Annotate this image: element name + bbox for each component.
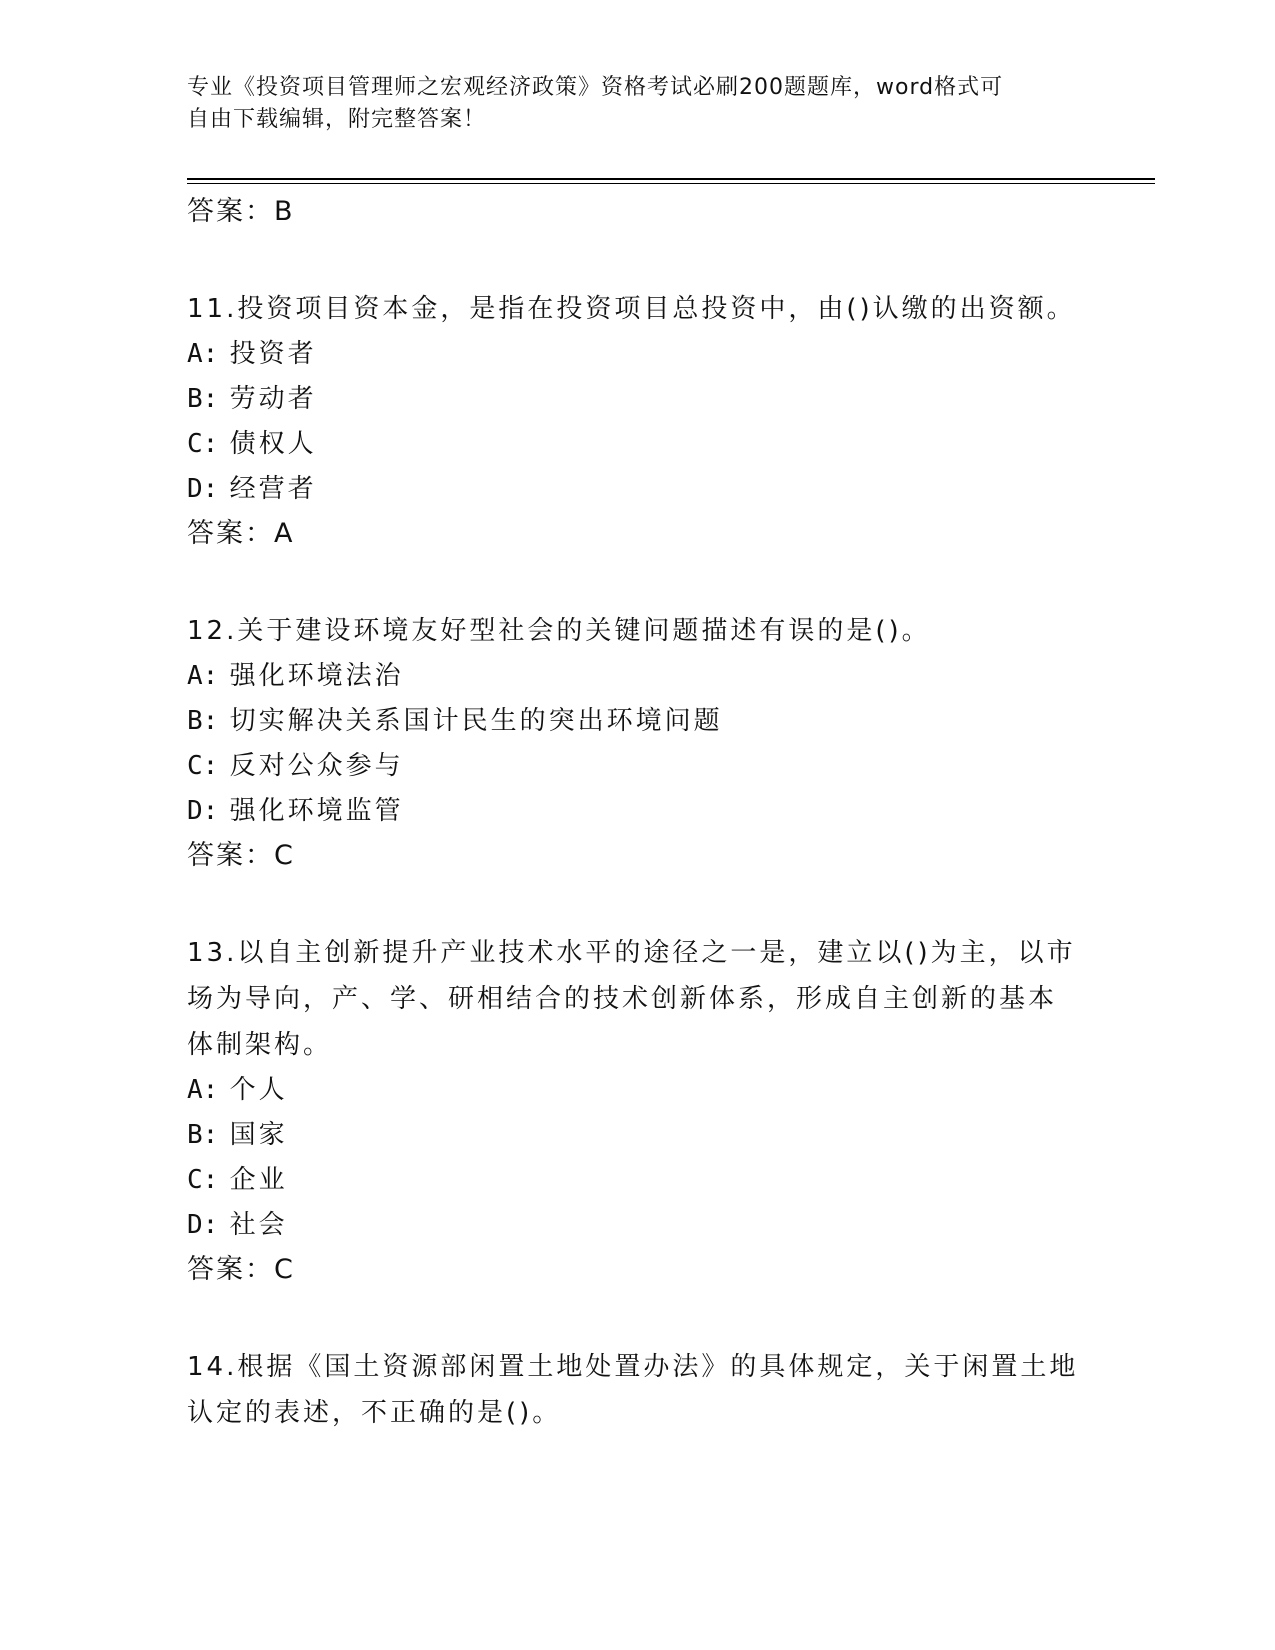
question-text-line: 13.以自主创新提升产业技术水平的途径之一是，建立以()为主，以市 bbox=[187, 938, 1076, 968]
option-d bbox=[187, 789, 1087, 834]
spacer bbox=[187, 878, 1087, 930]
answer-line bbox=[187, 834, 1087, 878]
option-text: 强化环境法治 bbox=[229, 661, 404, 691]
header-line-1: 专业《投资项目管理师之宏观经济政策》资格考试必刷200题题库，word格式可 bbox=[187, 75, 1004, 100]
option-a bbox=[187, 332, 1087, 377]
question-text: 11.投资项目资本金，是指在投资项目总投资中，由()认缴的出资额。 bbox=[187, 294, 1076, 324]
option-c bbox=[187, 422, 1087, 467]
option-text: 投资者 bbox=[229, 339, 317, 369]
question-text-line: 14.根据《国土资源部闲置土地处置办法》的具体规定，关于闲置土地 bbox=[187, 1352, 1079, 1382]
answer-value: C bbox=[274, 840, 294, 871]
option-key: A: bbox=[187, 1075, 219, 1105]
answer-label: 答案： bbox=[187, 840, 274, 871]
option-key: D: bbox=[187, 1210, 219, 1240]
question-text-line: 体制架构。 bbox=[187, 1030, 333, 1060]
option-text: 债权人 bbox=[229, 429, 317, 459]
option-text: 社会 bbox=[229, 1210, 288, 1240]
option-key: C: bbox=[187, 1165, 219, 1195]
header-line-2: 自由下载编辑，附完整答案！ bbox=[187, 107, 487, 132]
spacer bbox=[187, 234, 1087, 286]
answer-line bbox=[187, 190, 1087, 234]
option-text: 国家 bbox=[229, 1120, 288, 1150]
header-rule-thick bbox=[187, 178, 1155, 180]
question-text-line: 认定的表述，不正确的是()。 bbox=[187, 1398, 562, 1428]
option-key: A: bbox=[187, 661, 219, 691]
question-block bbox=[187, 930, 1087, 1292]
option-text: 经营者 bbox=[229, 474, 317, 504]
option-text: 劳动者 bbox=[229, 384, 317, 414]
question-block bbox=[187, 286, 1087, 556]
header-rule-thin bbox=[187, 183, 1155, 184]
document-header bbox=[187, 72, 1067, 136]
spacer bbox=[187, 556, 1087, 608]
option-text: 强化环境监管 bbox=[229, 796, 404, 826]
option-a bbox=[187, 1068, 1087, 1113]
answer-label: 答案： bbox=[187, 196, 274, 227]
option-c bbox=[187, 1158, 1087, 1203]
option-key: C: bbox=[187, 429, 219, 459]
option-key: D: bbox=[187, 796, 219, 826]
option-text: 个人 bbox=[229, 1075, 288, 1105]
option-b bbox=[187, 1113, 1087, 1158]
option-d bbox=[187, 467, 1087, 512]
answer-value: B bbox=[274, 196, 294, 227]
answer-line bbox=[187, 512, 1087, 556]
answer-label: 答案： bbox=[187, 1254, 274, 1285]
option-d bbox=[187, 1203, 1087, 1248]
answer-label: 答案： bbox=[187, 518, 274, 549]
option-key: A: bbox=[187, 339, 219, 369]
spacer bbox=[187, 1292, 1087, 1344]
option-key: D: bbox=[187, 474, 219, 504]
question-text: 12.关于建设环境友好型社会的关键问题描述有误的是()。 bbox=[187, 616, 931, 646]
question-block bbox=[187, 1344, 1087, 1436]
answer-value: C bbox=[274, 1254, 294, 1285]
question-text-line: 场为导向，产、学、研相结合的技术创新体系，形成自主创新的基本 bbox=[187, 984, 1058, 1014]
option-text: 切实解决关系国计民生的突出环境问题 bbox=[229, 706, 723, 736]
question-block bbox=[187, 608, 1087, 878]
question-list bbox=[187, 190, 1087, 1436]
option-b bbox=[187, 377, 1087, 422]
option-key: B: bbox=[187, 1120, 219, 1150]
option-key: B: bbox=[187, 384, 219, 414]
option-a bbox=[187, 654, 1087, 699]
option-text: 企业 bbox=[229, 1165, 288, 1195]
option-text: 反对公众参与 bbox=[229, 751, 404, 781]
answer-line bbox=[187, 1248, 1087, 1292]
option-b bbox=[187, 699, 1087, 744]
option-key: B: bbox=[187, 706, 219, 736]
option-c bbox=[187, 744, 1087, 789]
answer-value: A bbox=[274, 518, 294, 549]
option-key: C: bbox=[187, 751, 219, 781]
